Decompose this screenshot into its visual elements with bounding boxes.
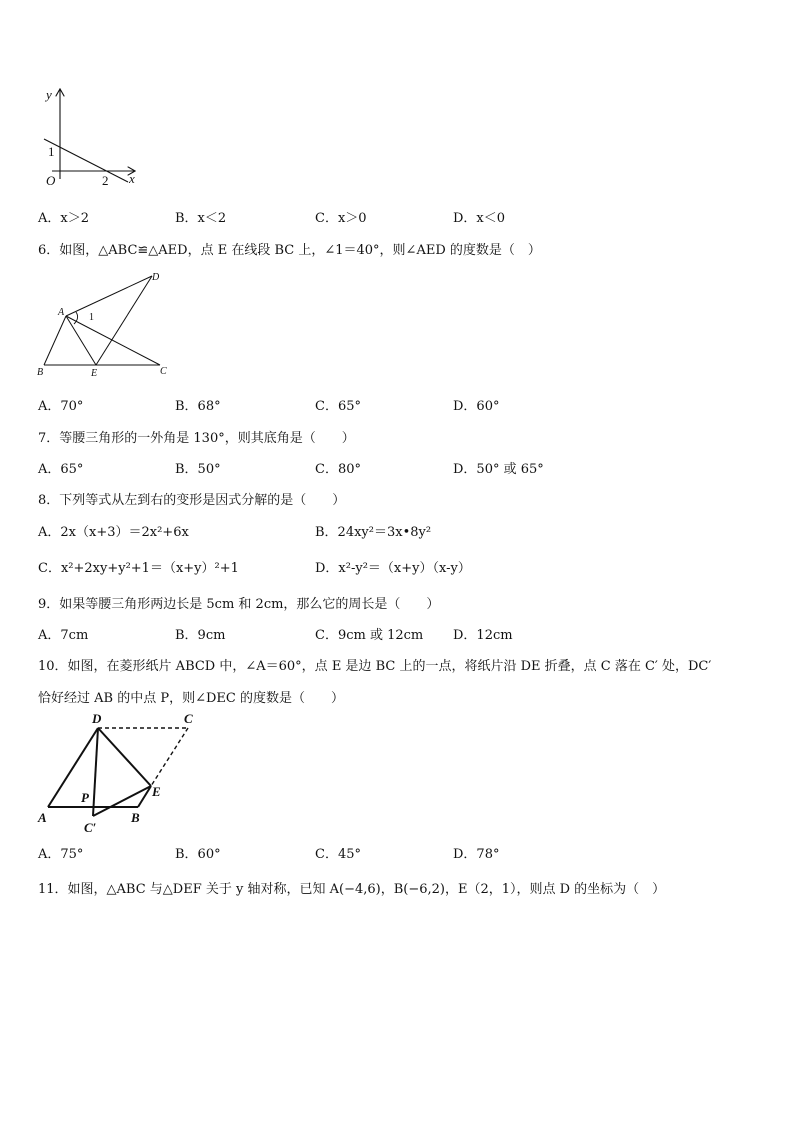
q5-option-a: A．x＞2: [38, 211, 89, 226]
q10-option-b: B．60°: [175, 847, 221, 862]
q9-option-d: D．12cm: [453, 628, 513, 643]
vertex-P: P: [81, 790, 89, 805]
fold-line-DE: [98, 728, 151, 786]
vertex-A: A: [38, 810, 47, 825]
y-tick-label: 1: [48, 144, 55, 159]
vertex-B: B: [37, 367, 44, 378]
vertex-D: D: [92, 711, 102, 726]
y-axis-label: y: [46, 87, 52, 102]
q6-option-d: D．60°: [453, 399, 500, 414]
q9-option-a: A．7cm: [38, 628, 89, 643]
q7-option-b: B．50°: [175, 462, 221, 477]
vertex-E: E: [152, 784, 161, 799]
q10-option-d: D．78°: [453, 847, 500, 862]
vertex-C: C: [184, 711, 193, 726]
edge-DCprime: [93, 728, 98, 816]
q8-option-c: C．x²+2xy+y²+1＝（x+y）²+1: [38, 561, 239, 576]
q10-option-c: C．45°: [315, 847, 361, 862]
q6-stem: 6．如图，△ABC≌△AED，点 E 在线段 BC 上，∠1＝40°，则∠AED 的度数是（ ）: [38, 243, 541, 258]
q10-stem-line2: 恰好经过 AB 的中点 P，则∠DEC 的度数是（ ）: [38, 691, 344, 706]
edge-CE-dashed: [151, 728, 188, 786]
vertex-C: C: [160, 366, 167, 377]
vertex-B: B: [131, 810, 140, 825]
x-tick-label: 2: [102, 173, 109, 188]
q9-stem: 9．如果等腰三角形两边长是 5cm 和 2cm，那么它的周长是（ ）: [38, 597, 440, 612]
q6-option-a: A．70°: [38, 399, 84, 414]
vertex-D: D: [152, 272, 160, 283]
q8-option-b: B．24xy²＝3x•8y²: [315, 525, 432, 540]
q7-option-a: A．65°: [38, 462, 84, 477]
q5-graph-figure: [36, 86, 146, 192]
q9-option-b: B．9cm: [175, 628, 226, 643]
q5-option-b: B．x＜2: [175, 211, 227, 226]
q11-stem: 11．如图，△ABC 与△DEF 关于 y 轴对称，已知 A(−4,6)，B(−6,2)，E（2，1），则点 D 的坐标为（ ）: [38, 882, 666, 897]
angle-1-label: 1: [89, 312, 94, 323]
q10-rhombus-figure: [34, 710, 206, 836]
q10-option-a: A．75°: [38, 847, 84, 862]
q8-option-d: D．x²-y²＝（x+y）（x-y）: [315, 561, 471, 576]
edge-AD: [48, 728, 98, 807]
q8-option-a: A．2x（x+3）＝2x²+6x: [38, 525, 189, 540]
q6-triangle-figure: [34, 268, 174, 380]
q6-option-c: C．65°: [315, 399, 361, 414]
origin-label: O: [46, 173, 56, 188]
q5-option-c: C．x＞0: [315, 211, 367, 226]
q5-option-d: D．x＜0: [453, 211, 506, 226]
vertex-Cprime: C′: [84, 820, 97, 835]
q8-stem: 8．下列等式从左到右的变形是因式分解的是（ ）: [38, 493, 346, 508]
q7-option-c: C．80°: [315, 462, 361, 477]
q7-stem: 7．等腰三角形的一外角是 130°，则其底角是（ ）: [38, 431, 355, 446]
q10-stem-line1: 10．如图，在菱形纸片 ABCD 中，∠A＝60°，点 E 是边 BC 上的一点，将纸片沿 DE 折叠，点 C 落在 C′ 处，DC′: [38, 659, 712, 674]
q9-option-c: C．9cm 或 12cm: [315, 628, 424, 643]
q7-option-d: D．50° 或 65°: [453, 462, 544, 477]
edge-AC: [66, 316, 160, 365]
vertex-E: E: [91, 368, 98, 379]
edge-AB: [44, 316, 66, 365]
graph-line: [44, 139, 128, 182]
vertex-A: A: [58, 307, 65, 318]
x-axis-label: x: [129, 171, 135, 186]
q6-option-b: B．68°: [175, 399, 221, 414]
